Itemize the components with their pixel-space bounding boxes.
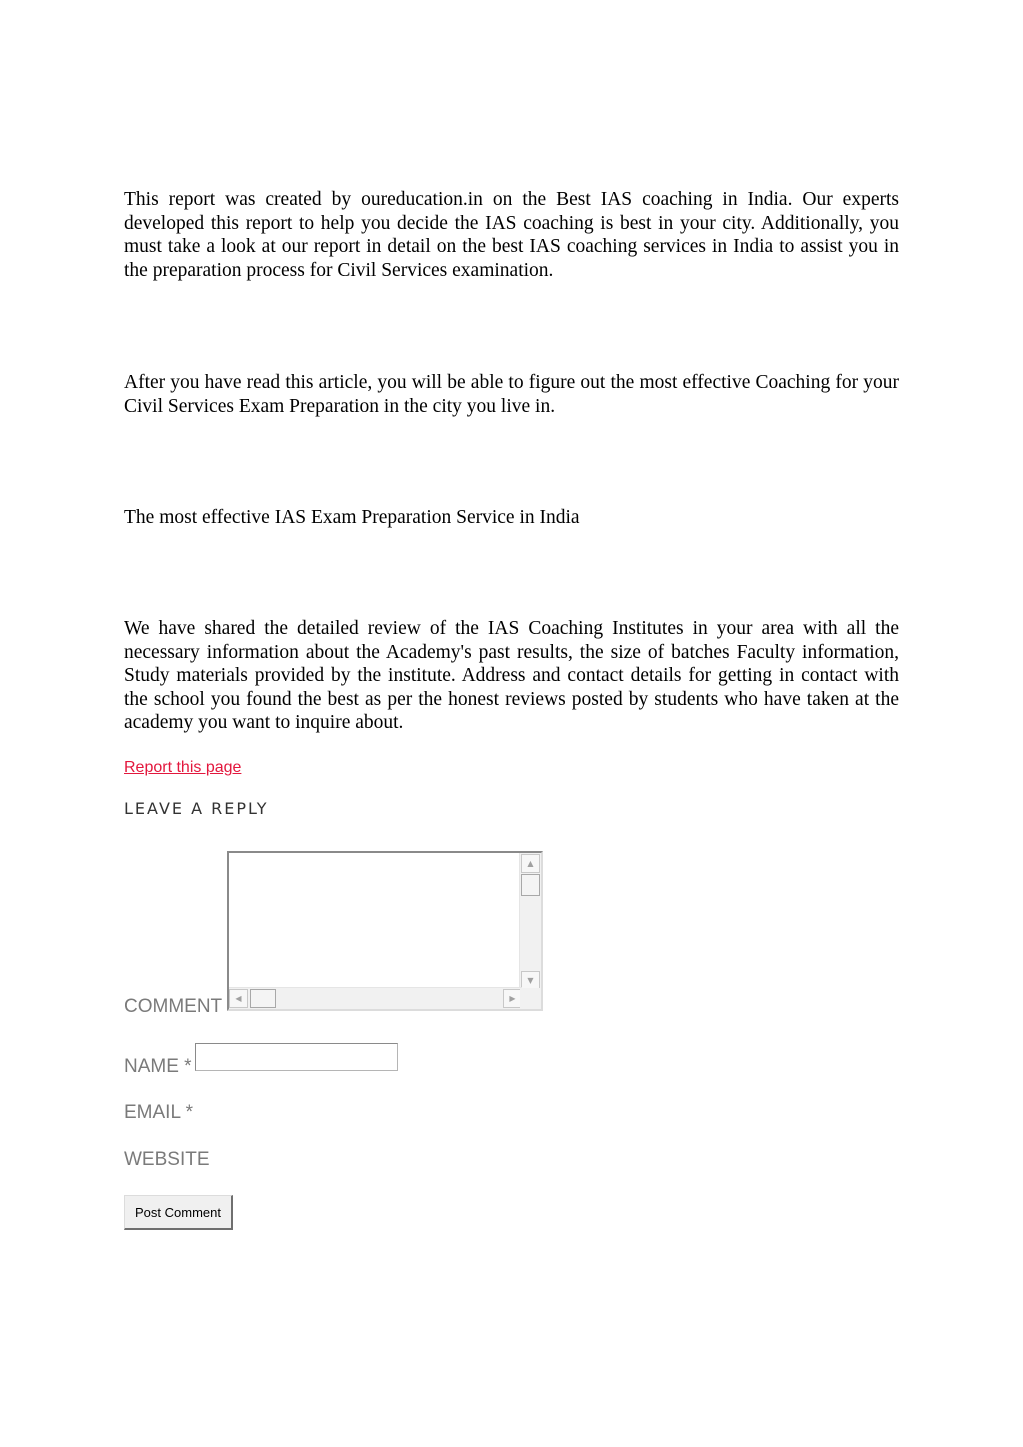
post-comment-button[interactable]: Post Comment <box>124 1195 233 1230</box>
horizontal-scroll-thumb[interactable] <box>250 989 276 1008</box>
comment-label: COMMENT <box>124 996 223 1017</box>
email-label: EMAIL * <box>124 1102 193 1123</box>
scrollbar-corner <box>520 988 541 1009</box>
name-field[interactable] <box>195 1043 398 1071</box>
leave-reply-heading: LEAVE A REPLY <box>124 799 269 818</box>
article-heading: The most effective IAS Exam Preparation Service in India <box>124 507 580 528</box>
report-page-link[interactable]: Report this page <box>124 759 242 776</box>
scroll-up-icon[interactable]: ▲ <box>521 854 540 873</box>
horizontal-scrollbar[interactable] <box>229 987 522 1009</box>
scroll-left-icon[interactable]: ◀ <box>229 989 248 1008</box>
article-paragraph-outcome: After you have read this article, you will be able to figure out the most effective Coaching for your Civil Services Exam Preparation in the city you live in. <box>124 372 899 417</box>
website-label: WEBSITE <box>124 1149 210 1170</box>
article-paragraph-review: We have shared the detailed review of the IAS Coaching Institutes in your area with all the necessary information about the Academy's past results, the size of batches Faculty information, Study materials provided by the institute. Address and contact details for getting in contact with the school you found the best as per the honest reviews posted by students who have taken at the academy you want to inquire about. <box>124 618 899 733</box>
comment-textarea[interactable] <box>227 851 543 1011</box>
scroll-down-icon[interactable]: ▼ <box>521 971 540 990</box>
vertical-scroll-thumb[interactable] <box>521 874 540 896</box>
name-label: NAME * <box>124 1056 192 1077</box>
vertical-scrollbar[interactable] <box>519 853 541 990</box>
scroll-right-icon[interactable]: ▶ <box>503 989 522 1008</box>
article-paragraph-intro: This report was created by oureducation.in on the Best IAS coaching in India. Our experts developed this report to help you decide the IAS coaching is best in your city. Additionally, you must take a look at our report in detail on the best IAS coaching services in India to assist you in the preparation process for Civil Services examination. <box>124 189 899 281</box>
